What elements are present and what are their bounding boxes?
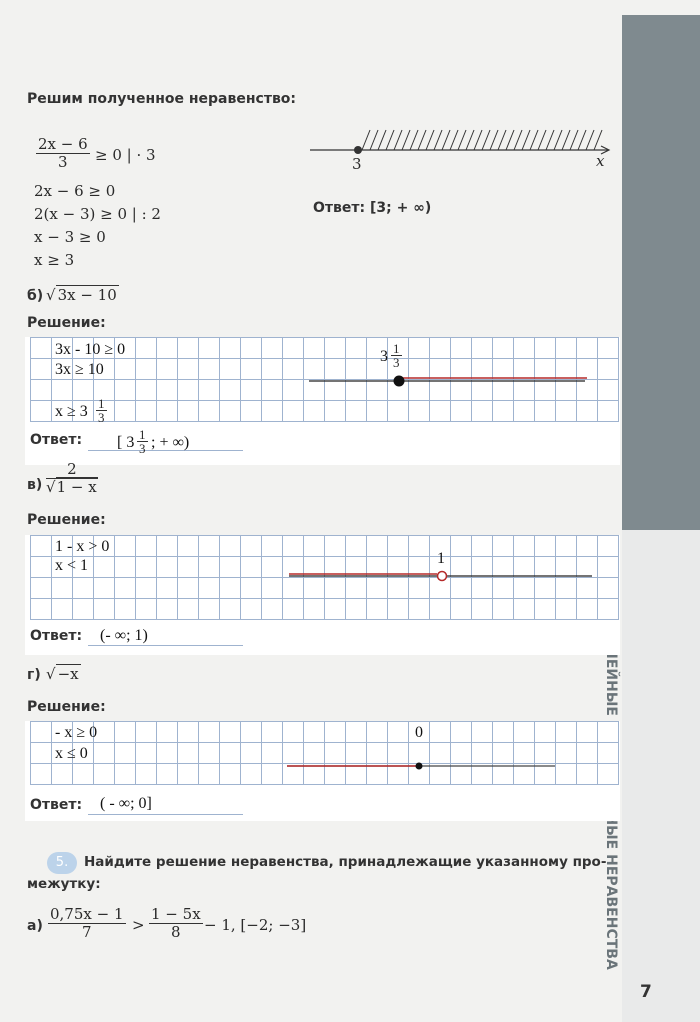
- intro-step-1: 2x − 6 ≥ 0: [34, 182, 116, 200]
- part-g-expression: √ −x: [46, 665, 79, 683]
- part-b-line-1: 3x - 10 ≥ 0: [55, 341, 126, 358]
- part-b-answer-fraction: $\frac{1}{3}$: [139, 427, 146, 456]
- part-b-line-3-fraction: $\frac{1}{3}$: [98, 396, 105, 425]
- part-v-expression: $\frac{2}{√1 - x}$: [46, 460, 97, 496]
- part-b-solution-label: Решение:: [27, 315, 106, 331]
- intro-answer: Ответ: [3; + ∞): [313, 200, 432, 216]
- intro-frac-den: 3: [58, 153, 68, 171]
- part-g-closed-point: [416, 763, 423, 770]
- intro-heading: Решим полученное неравенство:: [27, 91, 297, 107]
- intro-axis-var: x: [596, 152, 605, 170]
- intro-step-2: 2(x − 3) ≥ 0 | : 2: [34, 205, 161, 223]
- part-b-line-2: 3x ≥ 10: [55, 361, 104, 378]
- part-v-open-point: [438, 572, 447, 581]
- task5-text-line-1: Найдите решение неравенства, принадлежащие указанному про-: [84, 854, 607, 870]
- task5-fraction-1: $\frac{0,75x - 1}{7}$: [50, 905, 124, 941]
- sqrt-icon: √: [46, 665, 56, 683]
- intro-frac-num: 2x − 6: [38, 135, 88, 153]
- part-g-answer: ( - ∞; 0]: [100, 795, 152, 812]
- part-v-number-line: [287, 565, 597, 585]
- part-v-answer-line: [88, 645, 243, 646]
- task5-operator: >: [132, 916, 145, 934]
- part-g-number-line: [285, 755, 560, 775]
- part-v-solution-label: Решение:: [27, 512, 106, 528]
- task5-text-line-2: межутку:: [27, 876, 101, 892]
- part-v-line-1: 1 - x > 0: [55, 538, 110, 555]
- part-g-grid: [30, 721, 619, 785]
- intro-axis-point: 3: [352, 155, 362, 173]
- task-number-badge: 5.: [47, 852, 77, 874]
- part-v-point-label: 1: [437, 550, 445, 567]
- part-v-answer: (- ∞; 1): [100, 627, 148, 644]
- intro-fraction: [36, 136, 90, 171]
- intro-frac-tail: ≥ 0 | · 3: [95, 146, 156, 164]
- task5-fraction-2: $\frac{1 - 5x}{8}$: [151, 905, 201, 941]
- part-v-answer-label: Ответ:: [30, 628, 83, 644]
- sidebar-tab-light: [622, 530, 700, 1022]
- part-g-label: г): [27, 667, 41, 683]
- part-g-line-1: - x ≥ 0: [55, 724, 98, 741]
- part-b-answer-open: [ 3: [117, 434, 135, 451]
- part-b-expression: √ 3x − 10: [46, 286, 117, 304]
- part-b-label: б): [27, 288, 44, 304]
- part-g-point-label: 0: [415, 724, 423, 741]
- part-b-point-whole: 3: [380, 348, 388, 365]
- part-g-line-2: x ≤ 0: [55, 745, 88, 762]
- intro-point: [354, 146, 362, 154]
- part-b-answer-close: ; + ∞): [151, 434, 190, 451]
- part-b-number-line: [305, 370, 595, 390]
- sqrt-icon: √: [46, 478, 56, 496]
- intro-step-4: x ≥ 3: [34, 251, 75, 269]
- part-b-line-3: x ≥ 3: [55, 403, 88, 420]
- page-number: 7: [640, 982, 652, 1002]
- part-b-closed-point: [394, 376, 405, 387]
- part-g-answer-line: [88, 814, 243, 815]
- sqrt-icon: √: [46, 286, 56, 304]
- part-v-label: в): [27, 477, 43, 493]
- part-b-answer-label: Ответ:: [30, 432, 83, 448]
- part-g-answer-label: Ответ:: [30, 797, 83, 813]
- part-b-point-fraction: $\frac{1}{3}$: [393, 341, 400, 370]
- part-v-line-2: x < 1: [55, 557, 89, 574]
- task5-tail: − 1, [−2; −3]: [204, 916, 307, 934]
- task5-label: а): [27, 918, 43, 934]
- part-g-solution-label: Решение:: [27, 699, 106, 715]
- intro-step-3: x − 3 ≥ 0: [34, 228, 106, 246]
